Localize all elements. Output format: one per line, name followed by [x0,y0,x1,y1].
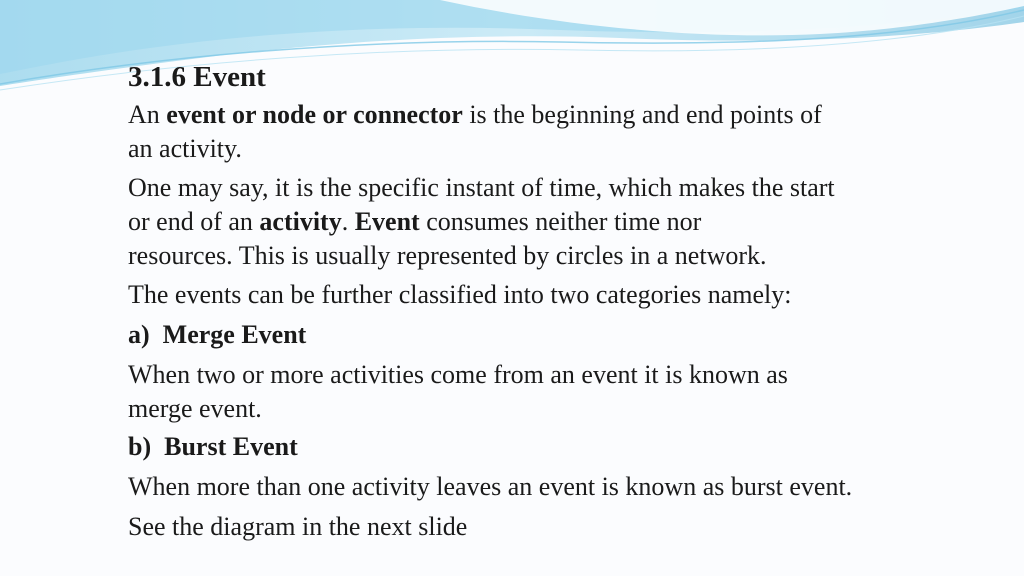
definition-line-2: an activity. [128,134,242,163]
bold-term-activity: activity [259,207,342,236]
text-span: consumes neither time nor [419,207,702,236]
text-span: An [128,100,167,129]
classification-intro: The events can be further classified into two categories namely: [128,280,792,309]
burst-event-heading [128,430,928,464]
explanation-line-3: resources. This is usually represented by circles in a network. [128,241,767,270]
merge-event-heading [128,318,928,352]
list-marker: a) [128,320,150,349]
definition-line-1 [128,98,928,132]
merge-event-desc-2: merge event. [128,394,262,423]
burst-event-desc: When more than one activity leaves an event is known as burst event. [128,472,853,501]
explanation-line-2 [128,205,928,239]
explanation-line-1: One may say, it is the specific instant of time, which makes the start [128,173,835,202]
merge-event-title: Merge Event [162,320,307,349]
slide-content [128,58,928,544]
list-marker: b) [128,432,152,461]
merge-event-desc-1: When two or more activities come from an event it is known as [128,360,788,389]
burst-event-title: Burst Event [164,432,298,461]
text-span: is the beginning and end points of [462,100,822,129]
slide-title: 3.1.6 Event [128,61,266,93]
closing-note: See the diagram in the next slide [128,512,468,541]
text-span: or end of an [128,207,260,236]
bold-term-event-node-connector: event or node or connector [166,100,463,129]
text-span: . [341,207,355,236]
bold-term-event: Event [354,207,420,236]
